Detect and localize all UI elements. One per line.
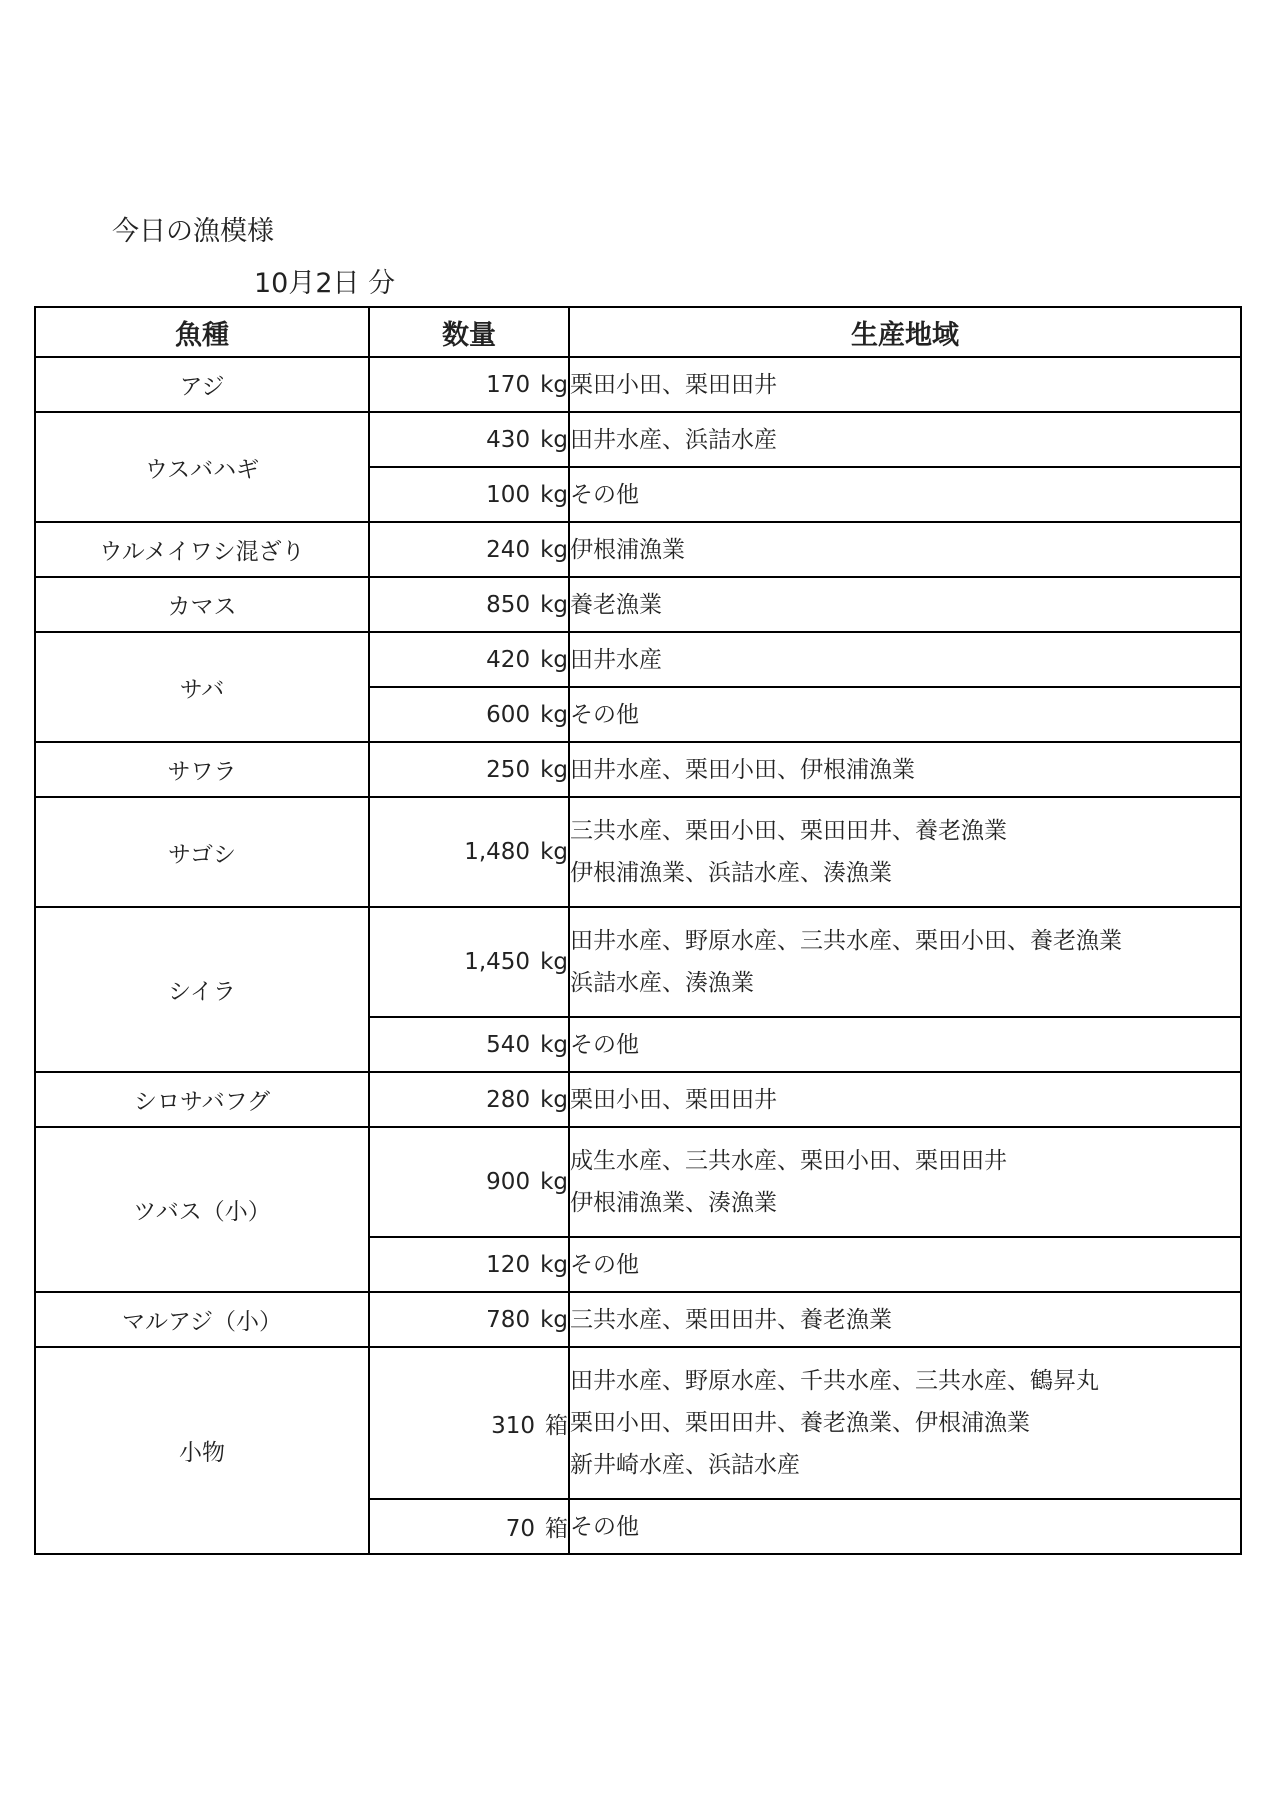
page-title: 今日の漁模様 bbox=[112, 216, 274, 247]
quantity-unit: kg bbox=[540, 701, 568, 728]
quantity-cell bbox=[369, 1347, 569, 1499]
quantity-unit: kg bbox=[540, 1169, 568, 1195]
quantity-value: 850 bbox=[486, 591, 531, 618]
region-line: その他 bbox=[570, 1513, 639, 1540]
region-line: 田井水産、野原水産、千共水産、三共水産、鶴昇丸 bbox=[570, 1368, 1099, 1394]
quantity-value: 170 bbox=[486, 371, 531, 398]
region-cell bbox=[569, 1237, 1241, 1292]
region-line: 田井水産、浜詰水産 bbox=[570, 426, 777, 453]
table-row bbox=[35, 632, 1241, 687]
region-line: 伊根浦漁業、浜詰水産、湊漁業 bbox=[570, 860, 892, 886]
table-row bbox=[35, 1292, 1241, 1347]
region-cell bbox=[569, 1347, 1241, 1499]
table-header-row bbox=[35, 307, 1241, 357]
quantity-value: 100 bbox=[486, 481, 531, 508]
fish-name-cell: ウスバハギ bbox=[35, 412, 369, 522]
quantity-cell bbox=[369, 742, 569, 797]
quantity-unit: kg bbox=[540, 1031, 568, 1058]
region-line: 伊根浦漁業 bbox=[570, 536, 685, 563]
region-cell bbox=[569, 797, 1241, 907]
table-row bbox=[35, 1127, 1241, 1237]
region-cell bbox=[569, 1072, 1241, 1127]
quantity-unit: kg bbox=[540, 839, 568, 865]
region-line: その他 bbox=[570, 701, 639, 728]
quantity-unit: kg bbox=[540, 371, 568, 398]
column-header-fish: 魚種 bbox=[35, 307, 369, 357]
quantity-cell bbox=[369, 687, 569, 742]
quantity-cell bbox=[369, 1127, 569, 1237]
quantity-unit: kg bbox=[540, 1251, 568, 1278]
fish-name-cell: 小物 bbox=[35, 1347, 369, 1554]
quantity-cell bbox=[369, 797, 569, 907]
quantity-value: 1,480 bbox=[464, 839, 531, 865]
quantity-value: 240 bbox=[486, 536, 531, 563]
quantity-cell bbox=[369, 907, 569, 1017]
region-cell bbox=[569, 1017, 1241, 1072]
quantity-unit: 箱 bbox=[545, 1516, 568, 1542]
quantity-unit: kg bbox=[540, 481, 568, 508]
region-cell bbox=[569, 1499, 1241, 1554]
table-row bbox=[35, 1347, 1241, 1499]
quantity-cell bbox=[369, 1237, 569, 1292]
quantity-cell bbox=[369, 1017, 569, 1072]
quantity-value: 120 bbox=[486, 1251, 531, 1278]
region-cell bbox=[569, 577, 1241, 632]
quantity-unit: kg bbox=[540, 756, 568, 783]
quantity-value: 250 bbox=[486, 756, 531, 783]
quantity-unit: kg bbox=[540, 536, 568, 563]
region-line: 田井水産、栗田小田、伊根浦漁業 bbox=[570, 756, 915, 783]
quantity-cell bbox=[369, 577, 569, 632]
region-line: 三共水産、栗田田井、養老漁業 bbox=[570, 1306, 892, 1333]
quantity-cell bbox=[369, 412, 569, 467]
column-header-region: 生産地域 bbox=[569, 307, 1241, 357]
table-row bbox=[35, 412, 1241, 467]
table-row bbox=[35, 522, 1241, 577]
quantity-value: 430 bbox=[486, 426, 531, 453]
region-cell bbox=[569, 357, 1241, 412]
quantity-unit: kg bbox=[540, 426, 568, 453]
quantity-cell bbox=[369, 357, 569, 412]
quantity-cell bbox=[369, 1292, 569, 1347]
region-line: 伊根浦漁業、湊漁業 bbox=[570, 1190, 777, 1216]
region-line: 栗田小田、栗田田井 bbox=[570, 371, 777, 398]
region-cell bbox=[569, 687, 1241, 742]
quantity-cell bbox=[369, 1072, 569, 1127]
region-line: 田井水産 bbox=[570, 646, 662, 673]
region-cell bbox=[569, 467, 1241, 522]
fish-name-cell: サゴシ bbox=[35, 797, 369, 907]
quantity-unit: kg bbox=[540, 1086, 568, 1113]
catch-table bbox=[34, 306, 1242, 1555]
region-line: その他 bbox=[570, 1031, 639, 1058]
quantity-value: 420 bbox=[486, 646, 531, 673]
quantity-value: 780 bbox=[486, 1306, 531, 1333]
region-cell bbox=[569, 412, 1241, 467]
region-line: 田井水産、野原水産、三共水産、栗田小田、養老漁業 bbox=[570, 928, 1122, 954]
column-header-quantity: 数量 bbox=[369, 307, 569, 357]
quantity-value: 600 bbox=[486, 701, 531, 728]
region-cell bbox=[569, 1127, 1241, 1237]
region-line: その他 bbox=[570, 1251, 639, 1278]
quantity-value: 1,450 bbox=[464, 949, 531, 975]
report-date: 10月2日 分 bbox=[254, 268, 396, 299]
quantity-unit: kg bbox=[540, 1306, 568, 1333]
quantity-value: 900 bbox=[486, 1169, 531, 1195]
quantity-value: 540 bbox=[486, 1031, 531, 1058]
region-cell bbox=[569, 907, 1241, 1017]
quantity-unit: kg bbox=[540, 591, 568, 618]
fish-name-cell: アジ bbox=[35, 357, 369, 412]
table-row bbox=[35, 907, 1241, 1017]
quantity-cell bbox=[369, 1499, 569, 1554]
table-row bbox=[35, 797, 1241, 907]
quantity-value: 280 bbox=[486, 1086, 531, 1113]
quantity-unit: 箱 bbox=[545, 1412, 568, 1439]
fish-name-cell: ウルメイワシ混ざり bbox=[35, 522, 369, 577]
fish-name-cell: サワラ bbox=[35, 742, 369, 797]
table-row bbox=[35, 357, 1241, 412]
quantity-unit: kg bbox=[540, 646, 568, 673]
region-cell bbox=[569, 742, 1241, 797]
quantity-unit: kg bbox=[540, 949, 568, 975]
region-line: 栗田小田、栗田田井、養老漁業、伊根浦漁業 bbox=[570, 1410, 1030, 1436]
fish-name-cell: シイラ bbox=[35, 907, 369, 1072]
quantity-value: 70 bbox=[505, 1516, 535, 1542]
quantity-cell bbox=[369, 522, 569, 577]
region-line: 浜詰水産、湊漁業 bbox=[570, 970, 754, 996]
region-line: その他 bbox=[570, 481, 639, 508]
region-line: 新井崎水産、浜詰水産 bbox=[570, 1452, 800, 1478]
table-body bbox=[35, 357, 1241, 1554]
fish-name-cell: シロサバフグ bbox=[35, 1072, 369, 1127]
region-cell bbox=[569, 632, 1241, 687]
table-row bbox=[35, 742, 1241, 797]
fish-name-cell: カマス bbox=[35, 577, 369, 632]
fish-name-cell: ツバス（小） bbox=[35, 1127, 369, 1292]
region-cell bbox=[569, 1292, 1241, 1347]
region-line: 養老漁業 bbox=[570, 591, 662, 618]
region-line: 成生水産、三共水産、栗田小田、栗田田井 bbox=[570, 1148, 1007, 1174]
fish-name-cell: マルアジ（小） bbox=[35, 1292, 369, 1347]
quantity-value: 310 bbox=[491, 1412, 535, 1439]
region-line: 三共水産、栗田小田、栗田田井、養老漁業 bbox=[570, 818, 1007, 844]
region-line: 栗田小田、栗田田井 bbox=[570, 1086, 777, 1113]
table-row bbox=[35, 1072, 1241, 1127]
quantity-cell bbox=[369, 632, 569, 687]
region-cell bbox=[569, 522, 1241, 577]
table-row bbox=[35, 577, 1241, 632]
fish-name-cell: サバ bbox=[35, 632, 369, 742]
quantity-cell bbox=[369, 467, 569, 522]
